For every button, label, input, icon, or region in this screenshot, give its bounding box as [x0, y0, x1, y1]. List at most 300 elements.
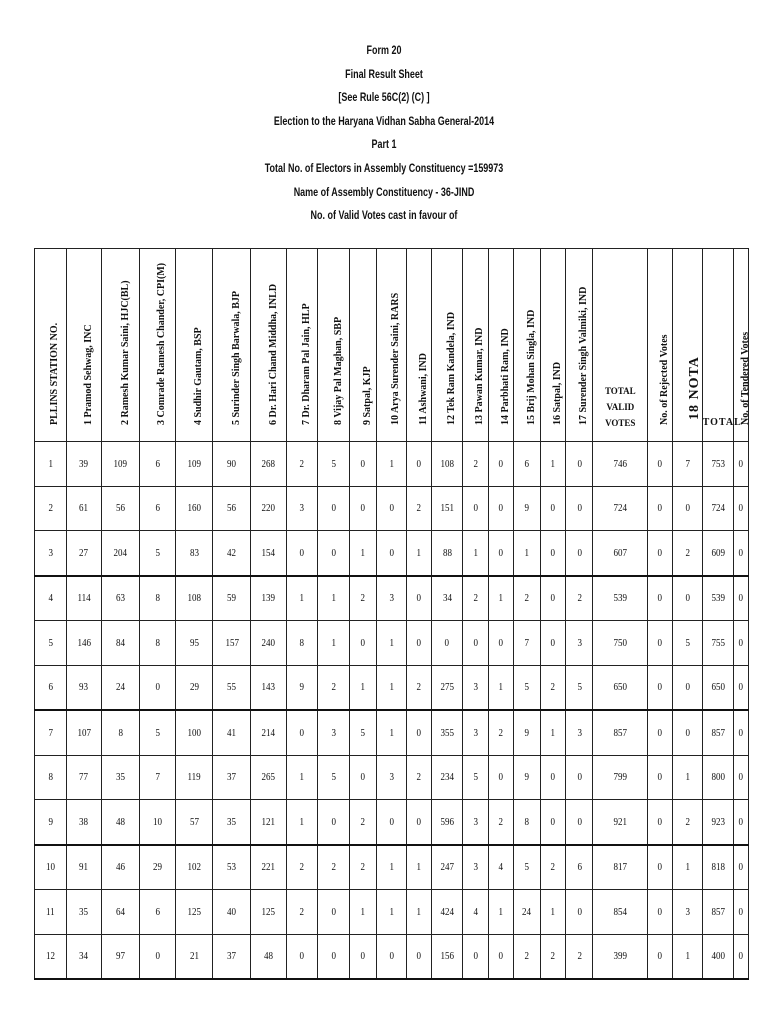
table-cell: [702, 800, 734, 845]
table-cell: [648, 531, 673, 576]
cell-value: 1: [550, 905, 556, 918]
table-cell: [463, 665, 488, 710]
table-cell: [139, 934, 175, 979]
cell-value: 2: [550, 681, 556, 694]
table-cell: [488, 442, 513, 487]
cell-value: 214: [261, 726, 276, 739]
cell-value: 268: [261, 457, 276, 470]
cell-value: 0: [473, 950, 478, 963]
table-cell: [377, 934, 406, 979]
table-cell: [286, 934, 318, 979]
cell-value: 4: [473, 905, 478, 918]
table-cell: [349, 710, 376, 755]
cell-value: 0: [389, 546, 394, 559]
cell-value: 0: [738, 457, 744, 470]
cell-value: 0: [738, 726, 744, 739]
table-cell: [463, 531, 488, 576]
cell-value: 0: [738, 502, 744, 515]
table-cell: [66, 800, 102, 845]
table-cell: [566, 710, 593, 755]
table-cell: [213, 710, 251, 755]
table-cell: [286, 531, 318, 576]
cell-value: 0: [360, 457, 366, 470]
column-header: [251, 249, 287, 442]
cell-value: 750: [613, 636, 628, 649]
cell-value: 0: [577, 546, 582, 559]
table-cell: [318, 890, 350, 935]
table-cell: [702, 442, 734, 487]
table-cell: [648, 710, 673, 755]
column-header: [318, 249, 350, 442]
table-cell: [251, 665, 287, 710]
sheet-header: [0, 40, 768, 229]
table-cell: [593, 934, 648, 979]
table-cell: [593, 442, 648, 487]
column-header-label: 11 Ashwani, IND: [417, 352, 429, 425]
cell-value: 42: [227, 546, 237, 559]
table-cell: [488, 531, 513, 576]
table-cell: [431, 621, 463, 666]
table-cell: [286, 665, 318, 710]
column-header-label: 10 Arya Surender Saini, RARS: [390, 292, 402, 425]
cell-value: 3: [331, 726, 336, 739]
table-cell: [213, 531, 251, 576]
cell-value: 1: [498, 905, 503, 918]
column-header: [513, 249, 540, 442]
cell-value: 539: [711, 592, 725, 605]
cell-value: 83: [189, 546, 199, 559]
table-cell: [377, 845, 406, 890]
table-cell: [175, 710, 213, 755]
table-cell: [286, 755, 318, 800]
cell-value: 3: [577, 636, 582, 649]
column-header-label: 13 Pawan Kumar, IND: [474, 327, 486, 425]
cell-value: 3: [473, 726, 478, 739]
cell-value: 0: [331, 815, 336, 828]
column-header-label: 16 Satpal, IND: [552, 361, 564, 425]
table-cell: [139, 710, 175, 755]
cell-value: 107: [77, 726, 91, 739]
table-cell: [286, 845, 318, 890]
cell-value: 0: [299, 726, 305, 739]
table-cell: [673, 576, 702, 621]
table-cell: [734, 576, 749, 621]
cell-value: 0: [498, 502, 503, 515]
table-cell: [251, 845, 287, 890]
table-cell: [251, 934, 287, 979]
cell-value: 1: [550, 726, 556, 739]
cell-value: 234: [440, 771, 454, 784]
table-cell: [377, 665, 406, 710]
column-header: [463, 249, 488, 442]
table-cell: [702, 621, 734, 666]
cell-value: 355: [440, 726, 454, 739]
cell-value: 48: [116, 815, 126, 828]
cell-value: 0: [498, 950, 503, 963]
table-cell: [406, 665, 431, 710]
table-cell: [251, 442, 287, 487]
cell-value: 857: [711, 905, 725, 918]
cell-value: 3: [577, 726, 582, 739]
table-cell: [648, 890, 673, 935]
cell-value: 1: [498, 592, 503, 605]
table-cell: [35, 755, 67, 800]
table-cell: [175, 621, 213, 666]
table-cell: [431, 800, 463, 845]
table-cell: [734, 531, 749, 576]
table-cell: [318, 934, 350, 979]
table-cell: [463, 845, 488, 890]
cell-value: 95: [189, 636, 199, 649]
table-cell: [463, 710, 488, 755]
column-header-label: 5 Surinder Singh Barwala, BJP: [230, 290, 242, 425]
cell-value: 0: [657, 771, 663, 784]
cell-value: 11: [45, 905, 55, 918]
cell-value: 0: [738, 815, 744, 828]
table-cell: [213, 486, 251, 531]
cell-value: 7: [155, 771, 160, 784]
table-cell: [566, 890, 593, 935]
table-cell: [566, 934, 593, 979]
table-cell: [66, 621, 102, 666]
cell-value: 0: [389, 815, 394, 828]
cell-value: 56: [227, 502, 237, 515]
table-cell: [541, 934, 566, 979]
table-cell: [286, 576, 318, 621]
table-cell: [463, 486, 488, 531]
cell-value: 3: [473, 681, 478, 694]
sheet-title: Final Result Sheet: [345, 68, 423, 81]
column-header-label: 8 Vijay Pal Maghan, SBP: [332, 316, 344, 425]
table-cell: [175, 531, 213, 576]
cell-value: 0: [657, 681, 663, 694]
cell-value: 0: [550, 815, 556, 828]
table-cell: [66, 845, 102, 890]
table-cell: [702, 576, 734, 621]
cell-value: 2: [685, 546, 690, 559]
table-cell: [566, 800, 593, 845]
rule-reference: [See Rule 56C(2) (C) ]: [338, 92, 430, 105]
cell-value: 0: [550, 546, 556, 559]
table-cell: [648, 576, 673, 621]
table-cell: [66, 710, 102, 755]
table-cell: [35, 442, 67, 487]
table-cell: [139, 755, 175, 800]
table-cell: [66, 531, 102, 576]
table-cell: [251, 710, 287, 755]
table-cell: [673, 442, 702, 487]
cell-value: 24: [522, 905, 532, 918]
table-cell: [406, 576, 431, 621]
cell-value: 0: [473, 502, 478, 515]
table-cell: [175, 755, 213, 800]
table-cell: [318, 845, 350, 890]
column-header-label: 18 NOTA: [687, 356, 703, 420]
table-row: [35, 621, 749, 666]
cell-value: 0: [577, 771, 582, 784]
column-header: [648, 249, 673, 442]
cell-value: 88: [442, 546, 452, 559]
table-cell: [102, 621, 140, 666]
table-cell: [139, 576, 175, 621]
column-header: [213, 249, 251, 442]
cell-value: 0: [738, 636, 744, 649]
cell-value: 157: [225, 636, 239, 649]
table-cell: [349, 531, 376, 576]
cell-value: 399: [613, 950, 628, 963]
table-cell: [35, 890, 67, 935]
cell-value: 1: [416, 905, 421, 918]
column-header: [377, 249, 406, 442]
cell-value: 1: [550, 457, 556, 470]
cell-value: 2: [473, 592, 478, 605]
column-header-label: 9 Satpal, KJP: [362, 365, 374, 425]
cell-value: 1: [416, 861, 421, 874]
table-cell: [673, 486, 702, 531]
table-cell: [251, 621, 287, 666]
table-cell: [513, 486, 540, 531]
table-cell: [593, 576, 648, 621]
table-cell: [175, 890, 213, 935]
table-cell: [175, 486, 213, 531]
table-cell: [406, 621, 431, 666]
cell-value: 0: [416, 592, 421, 605]
table-cell: [318, 665, 350, 710]
cell-value: 151: [440, 502, 454, 515]
cell-value: 0: [738, 950, 744, 963]
cell-value: 34: [79, 950, 89, 963]
cell-value: 6: [155, 905, 160, 918]
cell-value: 2: [47, 502, 53, 515]
table-cell: [648, 486, 673, 531]
table-cell: [213, 845, 251, 890]
table-cell: [702, 486, 734, 531]
table-cell: [35, 531, 67, 576]
cell-value: 0: [416, 457, 421, 470]
cell-value: 2: [360, 815, 366, 828]
cell-value: 2: [577, 950, 582, 963]
table-cell: [349, 442, 376, 487]
table-cell: [66, 934, 102, 979]
table-cell: [673, 800, 702, 845]
table-cell: [318, 442, 350, 487]
table-cell: [541, 621, 566, 666]
table-cell: [431, 486, 463, 531]
cell-value: 204: [113, 546, 128, 559]
table-cell: [318, 486, 350, 531]
cell-value: 108: [187, 592, 201, 605]
table-cell: [377, 621, 406, 666]
cell-value: 1: [360, 546, 366, 559]
cell-value: 6: [524, 457, 530, 470]
table-cell: [566, 755, 593, 800]
cell-value: 1: [299, 815, 305, 828]
column-header-label: 17 Surender Singh Valmiki, IND: [578, 286, 590, 425]
column-header-label: No. of Tendered Votes: [740, 331, 751, 425]
column-header: [102, 249, 140, 442]
cell-value: 0: [389, 950, 394, 963]
table-cell: [513, 934, 540, 979]
cell-value: 753: [711, 457, 725, 470]
cell-value: 6: [155, 457, 160, 470]
cell-value: 247: [440, 861, 454, 874]
cell-value: 746: [613, 457, 628, 470]
cell-value: 0: [360, 950, 366, 963]
cell-value: 0: [331, 950, 336, 963]
cell-value: 0: [299, 950, 305, 963]
table-cell: [349, 576, 376, 621]
cell-value: 0: [685, 502, 690, 515]
table-cell: [102, 710, 140, 755]
table-cell: [593, 845, 648, 890]
cell-value: 2: [299, 457, 305, 470]
table-row: [35, 710, 749, 755]
cell-value: 2: [524, 592, 530, 605]
cell-value: 2: [498, 815, 503, 828]
cell-value: 220: [261, 502, 276, 515]
column-header: [673, 249, 702, 442]
table-cell: [251, 486, 287, 531]
cell-value: 275: [440, 681, 454, 694]
cell-value: 923: [711, 815, 725, 828]
cell-value: 109: [113, 457, 128, 470]
cell-value: 221: [261, 861, 276, 874]
table-cell: [35, 845, 67, 890]
table-cell: [318, 576, 350, 621]
table-cell: [139, 845, 175, 890]
table-cell: [566, 576, 593, 621]
table-cell: [488, 934, 513, 979]
table-cell: [286, 442, 318, 487]
table-cell: [431, 531, 463, 576]
cell-value: 55: [227, 681, 237, 694]
table-cell: [377, 486, 406, 531]
table-cell: [35, 934, 67, 979]
cell-value: 90: [227, 457, 237, 470]
constituency-name: Name of Assembly Constituency - 36-JIND: [293, 186, 475, 199]
cell-value: 1: [389, 636, 394, 649]
cell-value: 2: [299, 905, 305, 918]
cell-value: 27: [79, 546, 89, 559]
cell-value: 0: [473, 636, 478, 649]
table-cell: [406, 800, 431, 845]
cell-value: 1: [524, 546, 530, 559]
cell-value: 21: [189, 950, 199, 963]
cell-value: 1: [360, 905, 366, 918]
table-cell: [406, 934, 431, 979]
cell-value: 146: [77, 636, 91, 649]
cell-value: 0: [577, 457, 582, 470]
form-title: Form 20: [366, 45, 402, 57]
cell-value: 0: [657, 457, 663, 470]
cell-value: 0: [550, 502, 556, 515]
cell-value: 0: [577, 905, 582, 918]
cell-value: 10: [152, 815, 162, 828]
cell-value: 6: [155, 502, 160, 515]
cell-value: 143: [261, 681, 276, 694]
table-cell: [175, 442, 213, 487]
cell-value: 240: [261, 636, 276, 649]
table-cell: [286, 800, 318, 845]
column-header: [406, 249, 431, 442]
cell-value: 102: [187, 861, 201, 874]
table-cell: [213, 934, 251, 979]
column-header-label: 12 Tek Ram Kandela, IND: [446, 311, 458, 425]
table-cell: [349, 934, 376, 979]
cell-value: 0: [155, 950, 160, 963]
table-cell: [318, 755, 350, 800]
table-cell: [648, 934, 673, 979]
table-cell: [488, 755, 513, 800]
cell-value: 84: [116, 636, 126, 649]
table-cell: [702, 934, 734, 979]
cell-value: 0: [550, 771, 556, 784]
column-header: [566, 249, 593, 442]
table-cell: [566, 531, 593, 576]
cell-value: 0: [155, 681, 160, 694]
cell-value: 37: [227, 771, 237, 784]
column-header: [349, 249, 376, 442]
cell-value: 1: [685, 771, 690, 784]
table-cell: [513, 845, 540, 890]
table-cell: [377, 755, 406, 800]
valid-votes-caption: No. of Valid Votes cast in favour of: [310, 210, 458, 223]
cell-value: 1: [498, 681, 503, 694]
table-cell: [566, 442, 593, 487]
cell-value: 34: [442, 592, 452, 605]
table-cell: [35, 710, 67, 755]
table-cell: [102, 531, 140, 576]
column-header: [175, 249, 213, 442]
cell-value: 0: [331, 905, 336, 918]
cell-value: 0: [416, 726, 421, 739]
table-cell: [213, 890, 251, 935]
cell-value: 1: [685, 861, 690, 874]
table-cell: [213, 665, 251, 710]
table-cell: [463, 934, 488, 979]
table-cell: [673, 621, 702, 666]
table-cell: [35, 486, 67, 531]
cell-value: 1: [331, 636, 336, 649]
cell-value: 0: [657, 950, 663, 963]
table-cell: [286, 621, 318, 666]
table-cell: [139, 486, 175, 531]
table-cell: [566, 845, 593, 890]
cell-value: 7: [47, 726, 53, 739]
cell-value: 59: [227, 592, 237, 605]
cell-value: 4: [498, 861, 503, 874]
table-cell: [566, 486, 593, 531]
cell-value: 854: [613, 905, 628, 918]
column-header: [139, 249, 175, 442]
cell-value: 3: [47, 546, 53, 559]
cell-value: 0: [657, 592, 663, 605]
table-row: [35, 531, 749, 576]
cell-value: 40: [227, 905, 237, 918]
table-cell: [593, 531, 648, 576]
cell-value: 160: [187, 502, 201, 515]
cell-value: 0: [498, 546, 503, 559]
table-cell: [213, 755, 251, 800]
cell-value: 755: [711, 636, 725, 649]
cell-value: 41: [227, 726, 237, 739]
part-label: Part 1: [371, 139, 397, 152]
cell-value: 0: [550, 636, 556, 649]
cell-value: 114: [77, 592, 91, 605]
table-cell: [251, 531, 287, 576]
cell-value: 596: [440, 815, 454, 828]
cell-value: 7: [685, 457, 690, 470]
